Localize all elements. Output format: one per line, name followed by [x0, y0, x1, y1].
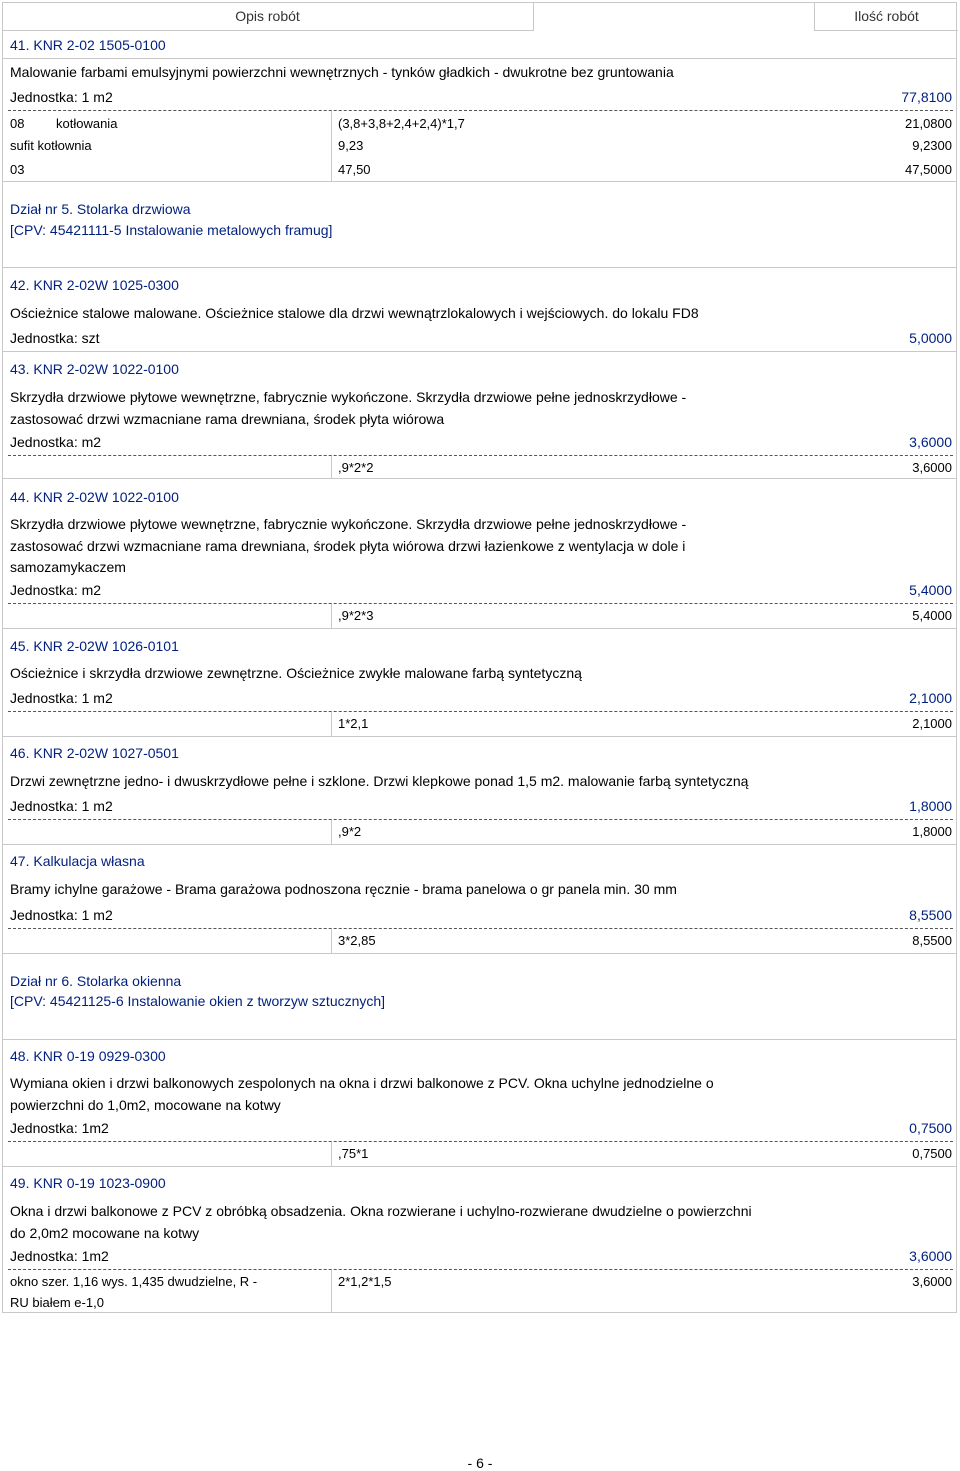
item-47-value: 8,5500	[912, 933, 952, 948]
section-6-title: Dział nr 6. Stolarka okienna	[10, 973, 182, 989]
item-47-formula: 3*2,85	[338, 933, 376, 948]
section-5-cpv: [CPV: 45421111-5 Instalowanie metalowych framug]	[10, 222, 333, 238]
item-44-title: 44. KNR 2-02W 1022-0100	[10, 489, 179, 505]
item-48-total: 0,7500	[909, 1120, 952, 1136]
item-41-row1-value: 21,0800	[905, 116, 952, 131]
header-qty: Ilość robót	[814, 2, 958, 31]
item-41-row1-a: 08	[10, 116, 25, 131]
estimate-sheet	[2, 2, 957, 1313]
item-44-formula: ,9*2*3	[338, 608, 374, 623]
item-41-title: 41. KNR 2-02 1505-0100	[10, 37, 166, 53]
item-49-total: 3,6000	[909, 1248, 952, 1264]
item-41-row1-formula: (3,8+3,8+2,4+2,4)*1,7	[338, 116, 465, 131]
item-42-title: 42. KNR 2-02W 1025-0300	[10, 277, 179, 293]
item-43-desc1: Skrzydła drzwiowe płytowe wewnętrzne, fabrycznie wykończone. Skrzydła drzwiowe pełne jednoskrzydłowe -	[10, 389, 687, 405]
header-desc: Opis robót	[2, 2, 534, 31]
item-42-desc: Ościeżnice stalowe malowane. Ościeżnice stalowe dla drzwi wewnątrzlokalowych i wejściowych. do lokalu FD8	[10, 305, 699, 321]
item-41-unit: Jednostka: 1 m2	[10, 89, 113, 105]
item-43-title: 43. KNR 2-02W 1022-0100	[10, 361, 179, 377]
item-45-unit: Jednostka: 1 m2	[10, 690, 113, 706]
item-45-formula: 1*2,1	[338, 716, 369, 731]
item-49-note-line1: okno szer. 1,16 wys. 1,435 dwudzielne, R -	[10, 1274, 258, 1289]
item-47-title: 47. Kalkulacja własna	[10, 853, 145, 869]
item-43-desc2: zastosować drzwi wzmacniane rama drewniana, środek płyta wiórowa	[10, 411, 445, 427]
item-41-row2-a: sufit kotłownia	[10, 138, 92, 153]
item-47-total: 8,5500	[909, 907, 952, 923]
item-49-unit: Jednostka: 1m2	[10, 1248, 109, 1264]
item-41-desc: Malowanie farbami emulsyjnymi powierzchni wewnętrznych - tynków gładkich - dwukrotne bez gruntowania	[10, 64, 674, 80]
item-41-row3-value: 47,5000	[905, 162, 952, 177]
item-45-value: 2,1000	[912, 716, 952, 731]
item-46-value: 1,8000	[912, 824, 952, 839]
item-46-title: 46. KNR 2-02W 1027-0501	[10, 745, 179, 761]
item-48-unit: Jednostka: 1m2	[10, 1120, 109, 1136]
item-49-title: 49. KNR 0-19 1023-0900	[10, 1175, 166, 1191]
item-47-unit: Jednostka: 1 m2	[10, 907, 113, 923]
item-41-row3-a: 03	[10, 162, 25, 177]
item-44-desc2: zastosować drzwi wzmacniane rama drewniana, środek płyta wiórowa drzwi łazienkowe z wentylacja w dole i	[10, 538, 686, 554]
section-6-cpv: [CPV: 45421125-6 Instalowanie okien z tworzyw sztucznych]	[10, 993, 386, 1009]
item-45-desc: Ościeżnice i skrzydła drzwiowe zewnętrzne. Ościeżnice zwykłe malowane farbą syntetyczną	[10, 665, 582, 681]
item-47-desc: Bramy ichylne garażowe - Brama garażowa podnoszona ręcznie - brama panelowa o gr panela min. 30 mm	[10, 881, 677, 897]
item-43-value: 3,6000	[912, 460, 952, 475]
item-44-value: 5,4000	[912, 608, 952, 623]
item-41-row1-b: kotłowania	[56, 116, 118, 131]
item-44-total: 5,4000	[909, 582, 952, 598]
item-48-title: 48. KNR 0-19 0929-0300	[10, 1048, 166, 1064]
item-44-unit: Jednostka: m2	[10, 582, 102, 598]
item-46-total: 1,8000	[909, 798, 952, 814]
item-43-unit: Jednostka: m2	[10, 434, 102, 450]
item-44-desc1: Skrzydła drzwiowe płytowe wewnętrzne, fabrycznie wykończone. Skrzydła drzwiowe pełne jednoskrzydłowe -	[10, 516, 687, 532]
item-41-total: 77,8100	[901, 89, 952, 105]
item-45-total: 2,1000	[909, 690, 952, 706]
item-49-value: 3,6000	[912, 1274, 952, 1289]
item-49-desc2: do 2,0m2 mocowane na kotwy	[10, 1225, 200, 1241]
section-5-title: Dział nr 5. Stolarka drzwiowa	[10, 201, 191, 217]
item-48-formula: ,75*1	[338, 1146, 369, 1161]
item-46-unit: Jednostka: 1 m2	[10, 798, 113, 814]
item-44-desc3: samozamykaczem	[10, 559, 126, 575]
table-header	[2, 2, 957, 30]
item-41-row2-formula: 9,23	[338, 138, 364, 153]
item-48-desc1: Wymiana okien i drzwi balkonowych zespolonych na okna i drzwi balkonowe z PCV. Okna uchylne jednodzielne o	[10, 1075, 714, 1091]
item-45-title: 45. KNR 2-02W 1026-0101	[10, 638, 179, 654]
item-43-formula: ,9*2*2	[338, 460, 374, 475]
item-49-desc1: Okna i drzwi balkonowe z PCV z obróbką obsadzenia. Okna rozwierane i uchylno-rozwierane dwudzielne o powierzchni	[10, 1203, 752, 1219]
item-48-value: 0,7500	[912, 1146, 952, 1161]
item-43-total: 3,6000	[909, 434, 952, 450]
item-41-row2-value: 9,2300	[912, 138, 952, 153]
item-46-desc: Drzwi zewnętrzne jedno- i dwuskrzydłowe pełne i szklone. Drzwi klepkowe ponad 1,5 m2. malowanie farbą syntetyczną	[10, 773, 749, 789]
item-42-unit: Jednostka: szt	[10, 330, 100, 346]
item-42-total: 5,0000	[909, 330, 952, 346]
item-48-desc2: powierzchni do 1,0m2, mocowane na kotwy	[10, 1097, 281, 1113]
page-number: - 6 -	[467, 1455, 493, 1471]
item-41-row3-formula: 47,50	[338, 162, 371, 177]
item-49-note-line2: RU białem e-1,0	[10, 1295, 104, 1310]
item-46-formula: ,9*2	[338, 824, 362, 839]
item-49-formula: 2*1,2*1,5	[338, 1274, 392, 1289]
